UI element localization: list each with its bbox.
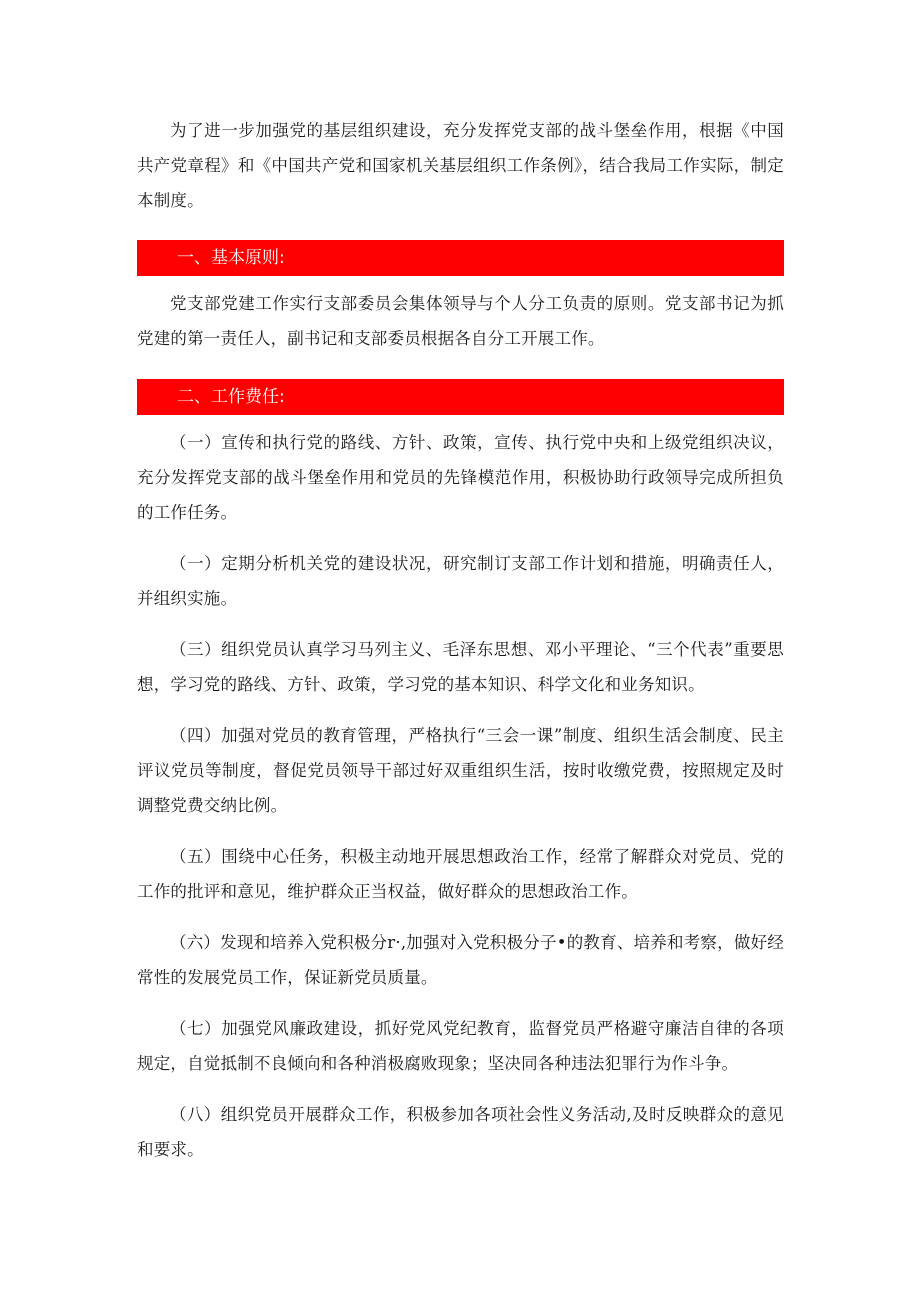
principles-paragraph: 党支部党建工作实行支部委员会集体领导与个人分工负责的原则。党支部书记为抓党建的第一责任人，副书记和支部委员根据各自分工开展工作。 bbox=[137, 294, 784, 348]
responsibility-item: （八）组织党员开展群众工作，积极参加各项社会性义务活动,及时反映群众的意见和要求。 bbox=[137, 1105, 784, 1159]
responsibility-item: （五）围绕中心任务，积极主动地开展思想政治工作，经常了解群众对党员、党的工作的批评和意见，维护群众正当权益，做好群众的思想政治工作。 bbox=[137, 847, 784, 901]
intro-paragraph: 为了进一步加强党的基层组织建设，充分发挥党支部的战斗堡垒作用，根据《中国共产党章程》和《中国共产党和国家机关基层组织工作条例》，结合我局工作实际，制定本制度。 bbox=[137, 121, 784, 210]
responsibility-item: （三）组织党员认真学习马列主义、毛泽东思想、邓小平理论、“三个代表”重要思想，学习党的路线、方针、政策，学习党的基本知识、科学文化和业务知识。 bbox=[137, 640, 784, 694]
section-heading-principles: 一、基本原则: bbox=[137, 240, 784, 276]
responsibility-item: （一）定期分析机关党的建设状况，研究制订支部工作计划和措施，明确责任人，并组织实施。 bbox=[137, 554, 784, 608]
responsibility-item: （六）发现和培养入党积极分r·,加强对入党积极分子•的教育、培养和考察，做好经常性的发展党员工作，保证新党员质量。 bbox=[137, 933, 784, 987]
document-body bbox=[137, 113, 784, 1183]
section-heading-responsibilities: 二、工作费任: bbox=[137, 379, 784, 415]
responsibility-item: （四）加强对党员的教育管理，严格执行“三会一课”制度、组织生活会制度、民主评议党员等制度，督促党员领导干部过好双重组织生活，按时收缴党费，按照规定及时调整党费交纳比例。 bbox=[137, 726, 784, 815]
responsibility-item: （七）加强党风廉政建设，抓好党风党纪教育，监督党员严格避守廉洁自律的各项规定，自觉抵制不良倾向和各种消极腐败现象；坚决同各种违法犯罪行为作斗争。 bbox=[137, 1019, 784, 1073]
responsibility-item: （一）宣传和执行党的路线、方针、政策，宣传、执行党中央和上级党组织决议，充分发挥党支部的战斗堡垒作用和党员的先锋模范作用，积极协助行政领导完成所担负的工作任务。 bbox=[137, 433, 784, 522]
